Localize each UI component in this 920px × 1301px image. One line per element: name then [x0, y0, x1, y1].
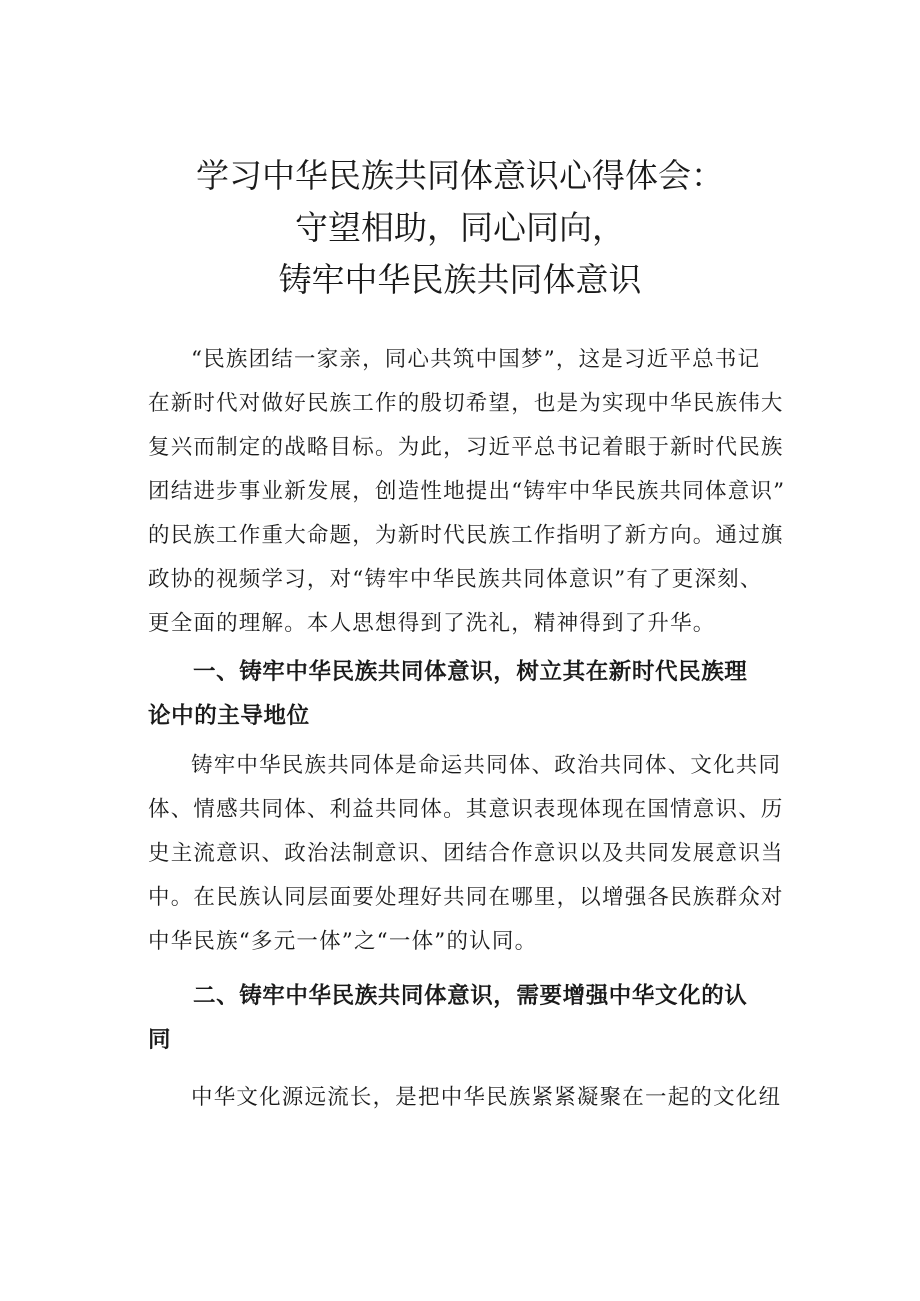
paragraph-line: 在新时代对做好民族工作的殷切希望，也是为实现中华民族伟大 [148, 391, 784, 416]
title-line-3: 铸牢中华民族共同体意识 [278, 260, 642, 299]
paragraph-line: 中。在民族认同层面要处理好共同在哪里，以增强各民族群众对 [148, 885, 784, 910]
paragraph-line: 中华文化源远流长，是把中华民族紧紧凝聚在一起的文化纽 [191, 1085, 782, 1110]
heading-line: 一、铸牢中华民族共同体意识，树立其在新时代民族理 [193, 659, 748, 685]
section-heading-1 [148, 650, 808, 738]
paragraph-section-1 [148, 744, 808, 964]
heading-line: 二、铸牢中华民族共同体意识，需要增强中华文化的认 [193, 983, 748, 1009]
paragraph-line: 铸牢中华民族共同体是命运共同体、政治共同体、文化共同 [191, 753, 782, 778]
paragraph-line: 更全面的理解。本人思想得到了洗礼，精神得到了升华。 [148, 611, 716, 636]
title-line-2: 守望相助，同心同向， [295, 208, 625, 247]
paragraph-section-2 [148, 1076, 808, 1120]
heading-line: 论中的主导地位 [148, 703, 310, 729]
document-body [148, 338, 808, 1120]
document-title [0, 150, 920, 306]
paragraph-line: 史主流意识、政治法制意识、团结合作意识以及共同发展意识当 [148, 841, 784, 866]
paragraph-line: 政协的视频学习，对“铸牢中华民族共同体意识”有了更深刻、 [148, 567, 763, 592]
heading-line: 同 [148, 1027, 172, 1053]
paragraph-line: 中华民族“多元一体”之“一体”的认同。 [148, 929, 538, 954]
paragraph-line: “民族团结一家亲，同心共筑中国梦”，这是习近平总书记 [191, 347, 761, 372]
paragraph-line: 复兴而制定的战略目标。为此，习近平总书记着眼于新时代民族 [148, 435, 784, 460]
section-heading-2 [148, 974, 808, 1062]
paragraph-line: 团结进步事业新发展，创造性地提出“铸牢中华民族共同体意识” [148, 479, 786, 504]
paragraph-line: 的民族工作重大命题，为新时代民族工作指明了新方向。通过旗 [148, 523, 784, 548]
paragraph-line: 体、情感共同体、利益共同体。其意识表现体现在国情意识、历 [148, 797, 784, 822]
title-line-1: 学习中华民族共同体意识心得体会： [196, 156, 724, 195]
paragraph-intro [148, 338, 808, 646]
